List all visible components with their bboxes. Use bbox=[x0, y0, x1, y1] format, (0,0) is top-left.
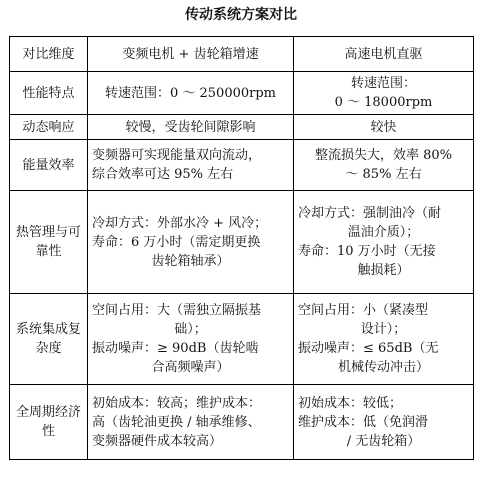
row-dimension-dynamic-response: 动态响应 bbox=[10, 115, 88, 140]
cell-line: 转速范围： bbox=[350, 76, 416, 91]
cell-line: 触损耗） bbox=[357, 263, 410, 278]
cell-option-b bbox=[294, 115, 474, 140]
cell-line: 空间占用：大（需独立隔振基 bbox=[92, 303, 262, 318]
cell-line: 维护成本：低（免润滑 bbox=[298, 414, 429, 430]
row-dimension-integration-complexity: 系统集成复杂度 bbox=[10, 294, 88, 385]
cell-option-b bbox=[294, 140, 474, 191]
row-dimension-efficiency: 能量效率 bbox=[10, 140, 88, 191]
cell-line: ～ 85% 左右 bbox=[345, 167, 422, 182]
page-title: 传动系统方案对比 bbox=[185, 7, 297, 23]
cell-line: 设计）； bbox=[360, 322, 407, 337]
cell-line: 变频器硬件成本较高） bbox=[92, 433, 223, 449]
cell-line: 变频器可实现能量双向流动， bbox=[92, 148, 262, 163]
cell-line: 整流损失大，效率 80% bbox=[314, 148, 453, 163]
cell-line: 空间占用：小（紧凑型 bbox=[298, 303, 429, 318]
comparison-table bbox=[9, 36, 474, 460]
cell-option-a bbox=[88, 72, 294, 115]
cell-line: 齿轮箱轴承） bbox=[151, 253, 230, 269]
table-row bbox=[10, 191, 474, 294]
row-dimension-performance: 性能特点 bbox=[10, 72, 88, 115]
row-dimension-thermal-reliability: 热管理与可靠性 bbox=[10, 191, 88, 294]
table-row bbox=[10, 140, 474, 191]
cell-line: 转速范围：0 ～ 250000rpm bbox=[104, 85, 277, 101]
header-dimension: 对比维度 bbox=[10, 37, 88, 72]
cell-line: 0 ～ 18000rpm bbox=[334, 95, 433, 110]
table-header-row bbox=[10, 37, 474, 72]
cell-option-a bbox=[88, 294, 294, 385]
cell-line: 机械传动冲击） bbox=[337, 360, 429, 375]
header-option-a: 变频电机 + 齿轮箱增速 bbox=[88, 37, 294, 72]
cell-line: 寿命：10 万小时（无接 bbox=[298, 244, 436, 259]
cell-line: 寿命：6 万小时（需定期更换 bbox=[92, 234, 261, 250]
cell-line: 合高频噪声） bbox=[151, 360, 230, 375]
cell-line: 综合效率可达 95% 左右 bbox=[92, 167, 234, 182]
row-dimension-lifecycle-economy: 全周期经济性 bbox=[10, 385, 88, 460]
cell-option-b bbox=[294, 385, 474, 460]
header-option-b: 高速电机直驱 bbox=[294, 37, 474, 72]
cell-line: 初始成本：较低； bbox=[298, 395, 403, 411]
cell-line: 较慢，受齿轮间隙影响 bbox=[125, 119, 256, 135]
cell-option-a bbox=[88, 115, 294, 140]
cell-line: 础）； bbox=[174, 322, 207, 337]
cell-option-b bbox=[294, 72, 474, 115]
cell-line: 初始成本：较高；维护成本： bbox=[92, 395, 262, 411]
table-row bbox=[10, 385, 474, 460]
table-row bbox=[10, 115, 474, 140]
cell-line: 温油介质）； bbox=[347, 225, 420, 240]
cell-line: 冷却方式：外部水冷 + 风冷； bbox=[92, 215, 268, 231]
table-row bbox=[10, 294, 474, 385]
cell-option-b bbox=[294, 294, 474, 385]
cell-line: 振动噪声：≥ 90dB（齿轮啮 bbox=[92, 341, 259, 356]
cell-line: 较快 bbox=[370, 119, 397, 135]
cell-option-a bbox=[88, 385, 294, 460]
table-row bbox=[10, 72, 474, 115]
cell-option-b bbox=[294, 191, 474, 294]
cell-line: 冷却方式：强制油冷（耐 bbox=[298, 206, 442, 221]
cell-option-a bbox=[88, 191, 294, 294]
cell-line: / 无齿轮箱） bbox=[346, 433, 421, 449]
cell-line: 振动噪声：≤ 65dB（无 bbox=[298, 341, 439, 356]
cell-line: 高（齿轮油更换 / 轴承维修、 bbox=[92, 414, 261, 430]
cell-option-a bbox=[88, 140, 294, 191]
